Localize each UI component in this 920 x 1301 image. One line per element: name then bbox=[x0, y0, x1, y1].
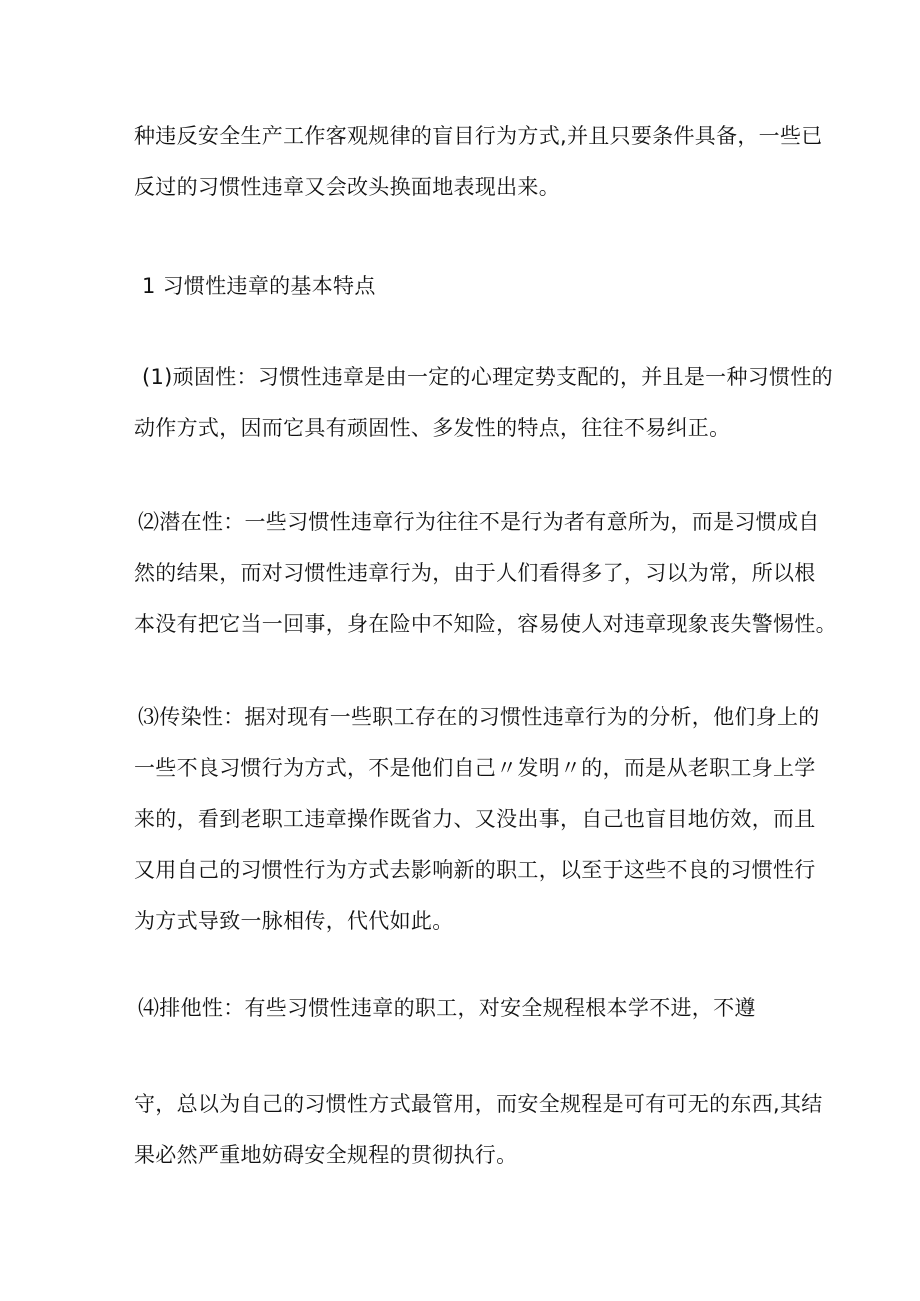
text-line: 反过的习惯性违章又会改头换面地表现出来。 bbox=[134, 175, 560, 199]
text-line: 又用自己的习惯性行为方式去影响新的职工，以至于这些不良的习惯性行 bbox=[134, 858, 816, 882]
text-line: 动作方式，因而它具有顽固性、多发性的特点，往往不易纠正。 bbox=[134, 416, 731, 440]
paragraph-stubbornness bbox=[134, 352, 833, 454]
text-line: 为方式导致一脉相传，代代如此。 bbox=[134, 909, 454, 933]
paragraph-exclusivity-continued bbox=[134, 1079, 823, 1181]
paragraph-latency bbox=[134, 497, 837, 650]
paragraph-contagion bbox=[134, 692, 820, 947]
paragraph-intro bbox=[134, 111, 823, 213]
text-line: (1)顽固性：习惯性违章是由一定的心理定势支配的，并且是一种习惯性的 bbox=[142, 365, 833, 389]
text-line: 然的结果，而对习惯性违章行为，由于人们看得多了，习以为常，所以根 bbox=[134, 561, 816, 585]
text-line: ⑶传染性：据对现有一些职工存在的习惯性违章行为的分析，他们身上的 bbox=[138, 705, 820, 729]
text-line: ⑷排他性：有些习惯性违章的职工，对安全规程根本学不进，不遵 bbox=[138, 996, 756, 1020]
text-line: 本没有把它当一回事，身在险中不知险，容易使人对违章现象丧失警惕性。 bbox=[134, 612, 837, 636]
paragraph-exclusivity bbox=[134, 983, 794, 1034]
text-line: 种违反安全生产工作客观规律的盲目行为方式,并且只要条件具备，一些已 bbox=[134, 124, 823, 148]
text-line: 来的，看到老职工违章操作既省力、又没出事，自己也盲目地仿效，而且 bbox=[134, 807, 816, 831]
section-heading bbox=[134, 261, 794, 312]
text-line: 果必然严重地妨碍安全规程的贯彻执行。 bbox=[134, 1143, 518, 1167]
heading-text: 1 习惯性违章的基本特点 bbox=[142, 274, 376, 298]
text-line: 守，总以为自己的习惯性方式最管用，而安全规程是可有可无的东西,其结 bbox=[134, 1092, 823, 1116]
text-line: 一些不良习惯行为方式，不是他们自己〃发明〃的，而是从老职工身上学 bbox=[134, 756, 816, 780]
text-line: ⑵潜在性：一些习惯性违章行为往往不是行为者有意所为，而是习惯成自 bbox=[138, 510, 820, 534]
